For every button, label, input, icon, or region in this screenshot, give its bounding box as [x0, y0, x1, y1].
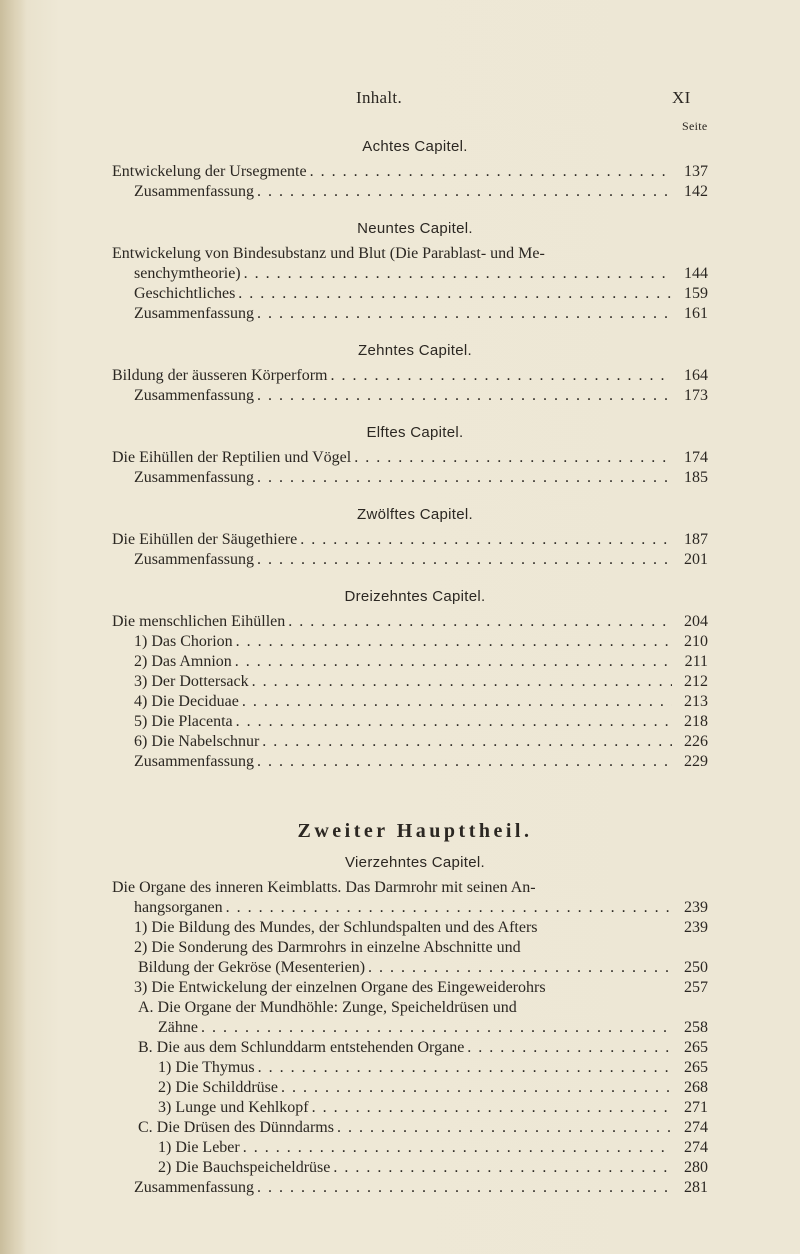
chapter-heading: Vierzehntes Capitel.	[345, 854, 485, 871]
entry-page: 274	[684, 1139, 708, 1156]
running-head-page-number: XI	[672, 88, 691, 107]
toc-entry	[112, 182, 708, 202]
chapter-heading: Neuntes Capitel.	[357, 220, 473, 237]
toc-entry	[112, 1158, 708, 1178]
entry-page: 258	[684, 1019, 708, 1036]
entry-title: Zusammenfassung	[134, 1179, 254, 1196]
entry-title: Zusammenfassung	[134, 551, 254, 568]
running-head-title: Inhalt.	[356, 88, 403, 107]
entry-title: Zusammenfassung	[134, 305, 254, 322]
entry-page: 174	[684, 449, 708, 466]
entry-title: 2) Die Bauchspeicheldrüse	[158, 1159, 331, 1176]
chapter-heading: Zwölftes Capitel.	[357, 506, 473, 523]
entry-page: 274	[684, 1119, 708, 1136]
toc-entry	[112, 1138, 708, 1158]
entry-title: Zusammenfassung	[134, 469, 254, 486]
entry-page: 265	[684, 1039, 708, 1056]
entry-title: Zusammenfassung	[134, 183, 254, 200]
toc-entry	[112, 958, 708, 978]
entry-title: 3) Lunge und Kehlkopf	[158, 1099, 309, 1116]
entry-page: 204	[684, 613, 708, 630]
entry-title: Bildung der äusseren Körperform	[112, 367, 328, 384]
entry-page: 210	[684, 633, 708, 650]
entry-title: Zähne	[158, 1019, 198, 1036]
entry-title: Geschichtliches	[134, 285, 236, 302]
entry-title: Die Eihüllen der Säugethiere	[112, 531, 298, 548]
toc-entry	[112, 712, 708, 732]
toc-entry	[112, 898, 708, 918]
chapter-heading: Dreizehntes Capitel.	[344, 588, 486, 605]
toc-entry	[112, 468, 708, 488]
entry-title: 3) Die Entwickelung der einzelnen Organe des Eingeweiderohrs	[134, 979, 546, 996]
toc-entry-line: Entwickelung von Bindesubstanz und Blut (Die Parablast- und Me-	[112, 245, 545, 262]
entry-title: Die menschlichen Eihüllen	[112, 613, 286, 630]
toc-entry	[112, 304, 708, 324]
toc-entry	[112, 612, 708, 632]
entry-page: 281	[684, 1179, 708, 1196]
part-heading: Zweiter Haupttheil.	[297, 820, 533, 842]
chapter-heading: Zehntes Capitel.	[357, 342, 473, 359]
toc-entry	[112, 978, 708, 998]
toc-entry-line: 2) Die Sonderung des Darmrohrs in einzelne Abschnitte und	[134, 939, 521, 956]
entry-page: 239	[684, 899, 708, 916]
toc-entry	[112, 448, 708, 468]
entry-page: 187	[684, 531, 708, 548]
toc-entry	[112, 1178, 708, 1198]
toc-entry	[112, 162, 708, 182]
entry-page: 142	[684, 183, 708, 200]
toc-entry	[112, 1018, 708, 1038]
entry-page: 268	[684, 1079, 708, 1096]
toc-entry	[112, 550, 708, 570]
toc-entry	[112, 672, 708, 692]
entry-title: B. Die aus dem Schlunddarm entstehenden Organe	[138, 1039, 465, 1056]
page-gutter-edge	[0, 0, 26, 1254]
toc-entry	[112, 366, 708, 386]
toc-entry	[112, 918, 708, 938]
toc-entry	[112, 1118, 708, 1138]
entry-title: Bildung der Gekröse (Mesenterien)	[138, 959, 366, 976]
entry-title: hangsorganen	[134, 899, 223, 916]
entry-page: 213	[684, 693, 708, 710]
table-of-contents	[112, 132, 708, 1198]
entry-title: 1) Die Bildung des Mundes, der Schlundspalten und des Afters	[134, 919, 538, 936]
entry-page: 229	[684, 753, 708, 770]
entry-page: 218	[684, 713, 708, 730]
entry-title: 4) Die Deciduae	[134, 693, 239, 710]
toc-entry	[112, 264, 708, 284]
entry-title: 6) Die Nabelschnur	[134, 733, 260, 750]
running-head	[0, 88, 800, 112]
entry-page: 159	[684, 285, 708, 302]
entry-title: C. Die Drüsen des Dünndarms	[138, 1119, 334, 1136]
toc-entry	[112, 1078, 708, 1098]
toc-entry-line: A. Die Organe der Mundhöhle: Zunge, Speicheldrüsen und	[138, 999, 517, 1016]
seite-column-label: Seite	[682, 119, 708, 133]
toc-entry	[112, 386, 708, 406]
entry-title: 2) Das Amnion	[134, 653, 232, 670]
toc-entry	[112, 692, 708, 712]
entry-title: Die Eihüllen der Reptilien und Vögel	[112, 449, 352, 466]
entry-page: 280	[684, 1159, 708, 1176]
entry-page: 164	[684, 367, 708, 384]
toc-entry-line: Die Organe des inneren Keimblatts. Das Darmrohr mit seinen An-	[112, 879, 536, 896]
entry-page: 250	[684, 959, 708, 976]
entry-title: 3) Der Dottersack	[134, 673, 249, 690]
entry-page: 271	[684, 1099, 708, 1116]
entry-title: 1) Die Thymus	[158, 1059, 255, 1076]
entry-page: 173	[684, 387, 708, 404]
entry-title: senchymtheorie)	[134, 265, 241, 282]
entry-page: 239	[684, 919, 708, 936]
entry-page: 226	[684, 733, 708, 750]
entry-title: 2) Die Schilddrüse	[158, 1079, 278, 1096]
toc-entry	[112, 1098, 708, 1118]
entry-page: 212	[684, 673, 708, 690]
toc-entry	[112, 732, 708, 752]
toc-entry	[112, 284, 708, 304]
entry-title: 5) Die Placenta	[134, 713, 233, 730]
toc-entry	[112, 530, 708, 550]
entry-title: Zusammenfassung	[134, 753, 254, 770]
entry-page: 265	[684, 1059, 708, 1076]
entry-page: 211	[684, 653, 708, 670]
entry-page: 201	[684, 551, 708, 568]
entry-title: Entwickelung der Ursegmente	[112, 163, 307, 180]
entry-page: 257	[684, 979, 708, 996]
toc-entry	[112, 1038, 708, 1058]
entry-page: 185	[684, 469, 708, 486]
toc-entry	[112, 632, 708, 652]
entry-title: Zusammenfassung	[134, 387, 254, 404]
toc-entry	[112, 1058, 708, 1078]
toc-entry	[112, 652, 708, 672]
chapter-heading: Elftes Capitel.	[366, 424, 464, 441]
chapter-heading: Achtes Capitel.	[362, 138, 468, 155]
entry-page: 161	[684, 305, 708, 322]
entry-title: 1) Das Chorion	[134, 633, 233, 650]
entry-title: 1) Die Leber	[158, 1139, 240, 1156]
entry-page: 137	[684, 163, 708, 180]
toc-entry	[112, 752, 708, 772]
entry-page: 144	[684, 265, 708, 282]
